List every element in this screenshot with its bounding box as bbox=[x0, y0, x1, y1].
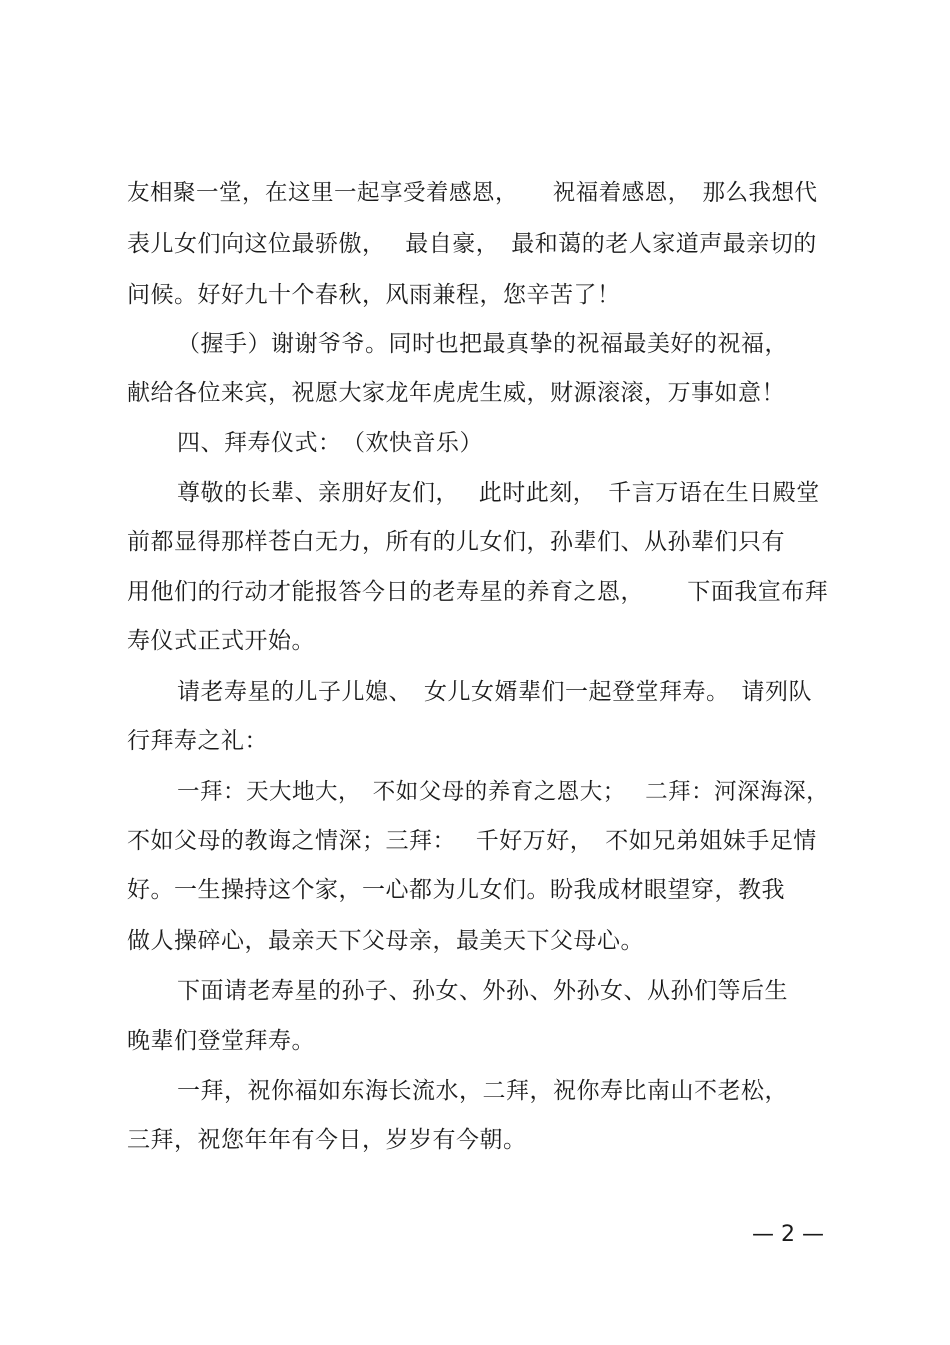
text-line: 用他们的行动才能报答今日的老寿星的养育之恩， 下面我宣布拜 bbox=[127, 579, 829, 605]
text-line: 好。一生操持这个家，一心都为儿女们。盼我成材眼望穿，教我 bbox=[127, 877, 785, 903]
text-line: 表儿女们向这位最骄傲， 最自豪， 最和蔼的老人家道声最亲切的 bbox=[127, 231, 817, 257]
text-line: 晚辈们登堂拜寿。 bbox=[127, 1028, 315, 1054]
text-line: 下面请老寿星的孙子、孙女、外孙、外孙女、从孙们等后生 bbox=[177, 978, 788, 1004]
text-line: 一拜，祝你福如东海长流水，二拜，祝你寿比南山不老松， bbox=[177, 1078, 788, 1104]
text-line: 做人操碎心，最亲天下父母亲，最美天下父母心。 bbox=[127, 928, 644, 954]
text-line: 问候。好好九十个春秋，风雨兼程，您辛苦了！ bbox=[127, 282, 621, 308]
text-line: 尊敬的长辈、亲朋好友们， 此时此刻， 千言万语在生日殿堂 bbox=[177, 480, 820, 506]
text-line: 不如父母的教诲之情深；三拜： 千好万好， 不如兄弟姐妹手足情 bbox=[127, 828, 817, 854]
text-line: 请老寿星的儿子儿媳、 女儿女婿辈们一起登堂拜寿。 请列队 bbox=[177, 679, 812, 705]
section-heading: 四、拜寿仪式： （欢快音乐） bbox=[177, 430, 483, 456]
text-line: 行拜寿之礼： bbox=[127, 728, 268, 754]
text-line: 前都显得那样苍白无力，所有的儿女们，孙辈们、从孙辈们只有 bbox=[127, 529, 785, 555]
text-line: 友相聚一堂，在这里一起享受着感恩， 祝福着感恩， 那么我想代 bbox=[127, 180, 818, 206]
text-line: 寿仪式正式开始。 bbox=[127, 628, 315, 654]
text-line: 一拜：天大地大， 不如父母的养育之恩大； 二拜：河深海深， bbox=[177, 779, 830, 805]
page-number: — 2 — bbox=[752, 1222, 824, 1247]
text-line: 献给各位来宾，祝愿大家龙年虎虎生威，财源滚滚，万事如意！ bbox=[127, 380, 785, 406]
text-line: 三拜，祝您年年有今日，岁岁有今朝。 bbox=[127, 1127, 527, 1153]
text-line: （握手）谢谢爷爷。同时也把最真挚的祝福最美好的祝福， bbox=[177, 331, 788, 357]
